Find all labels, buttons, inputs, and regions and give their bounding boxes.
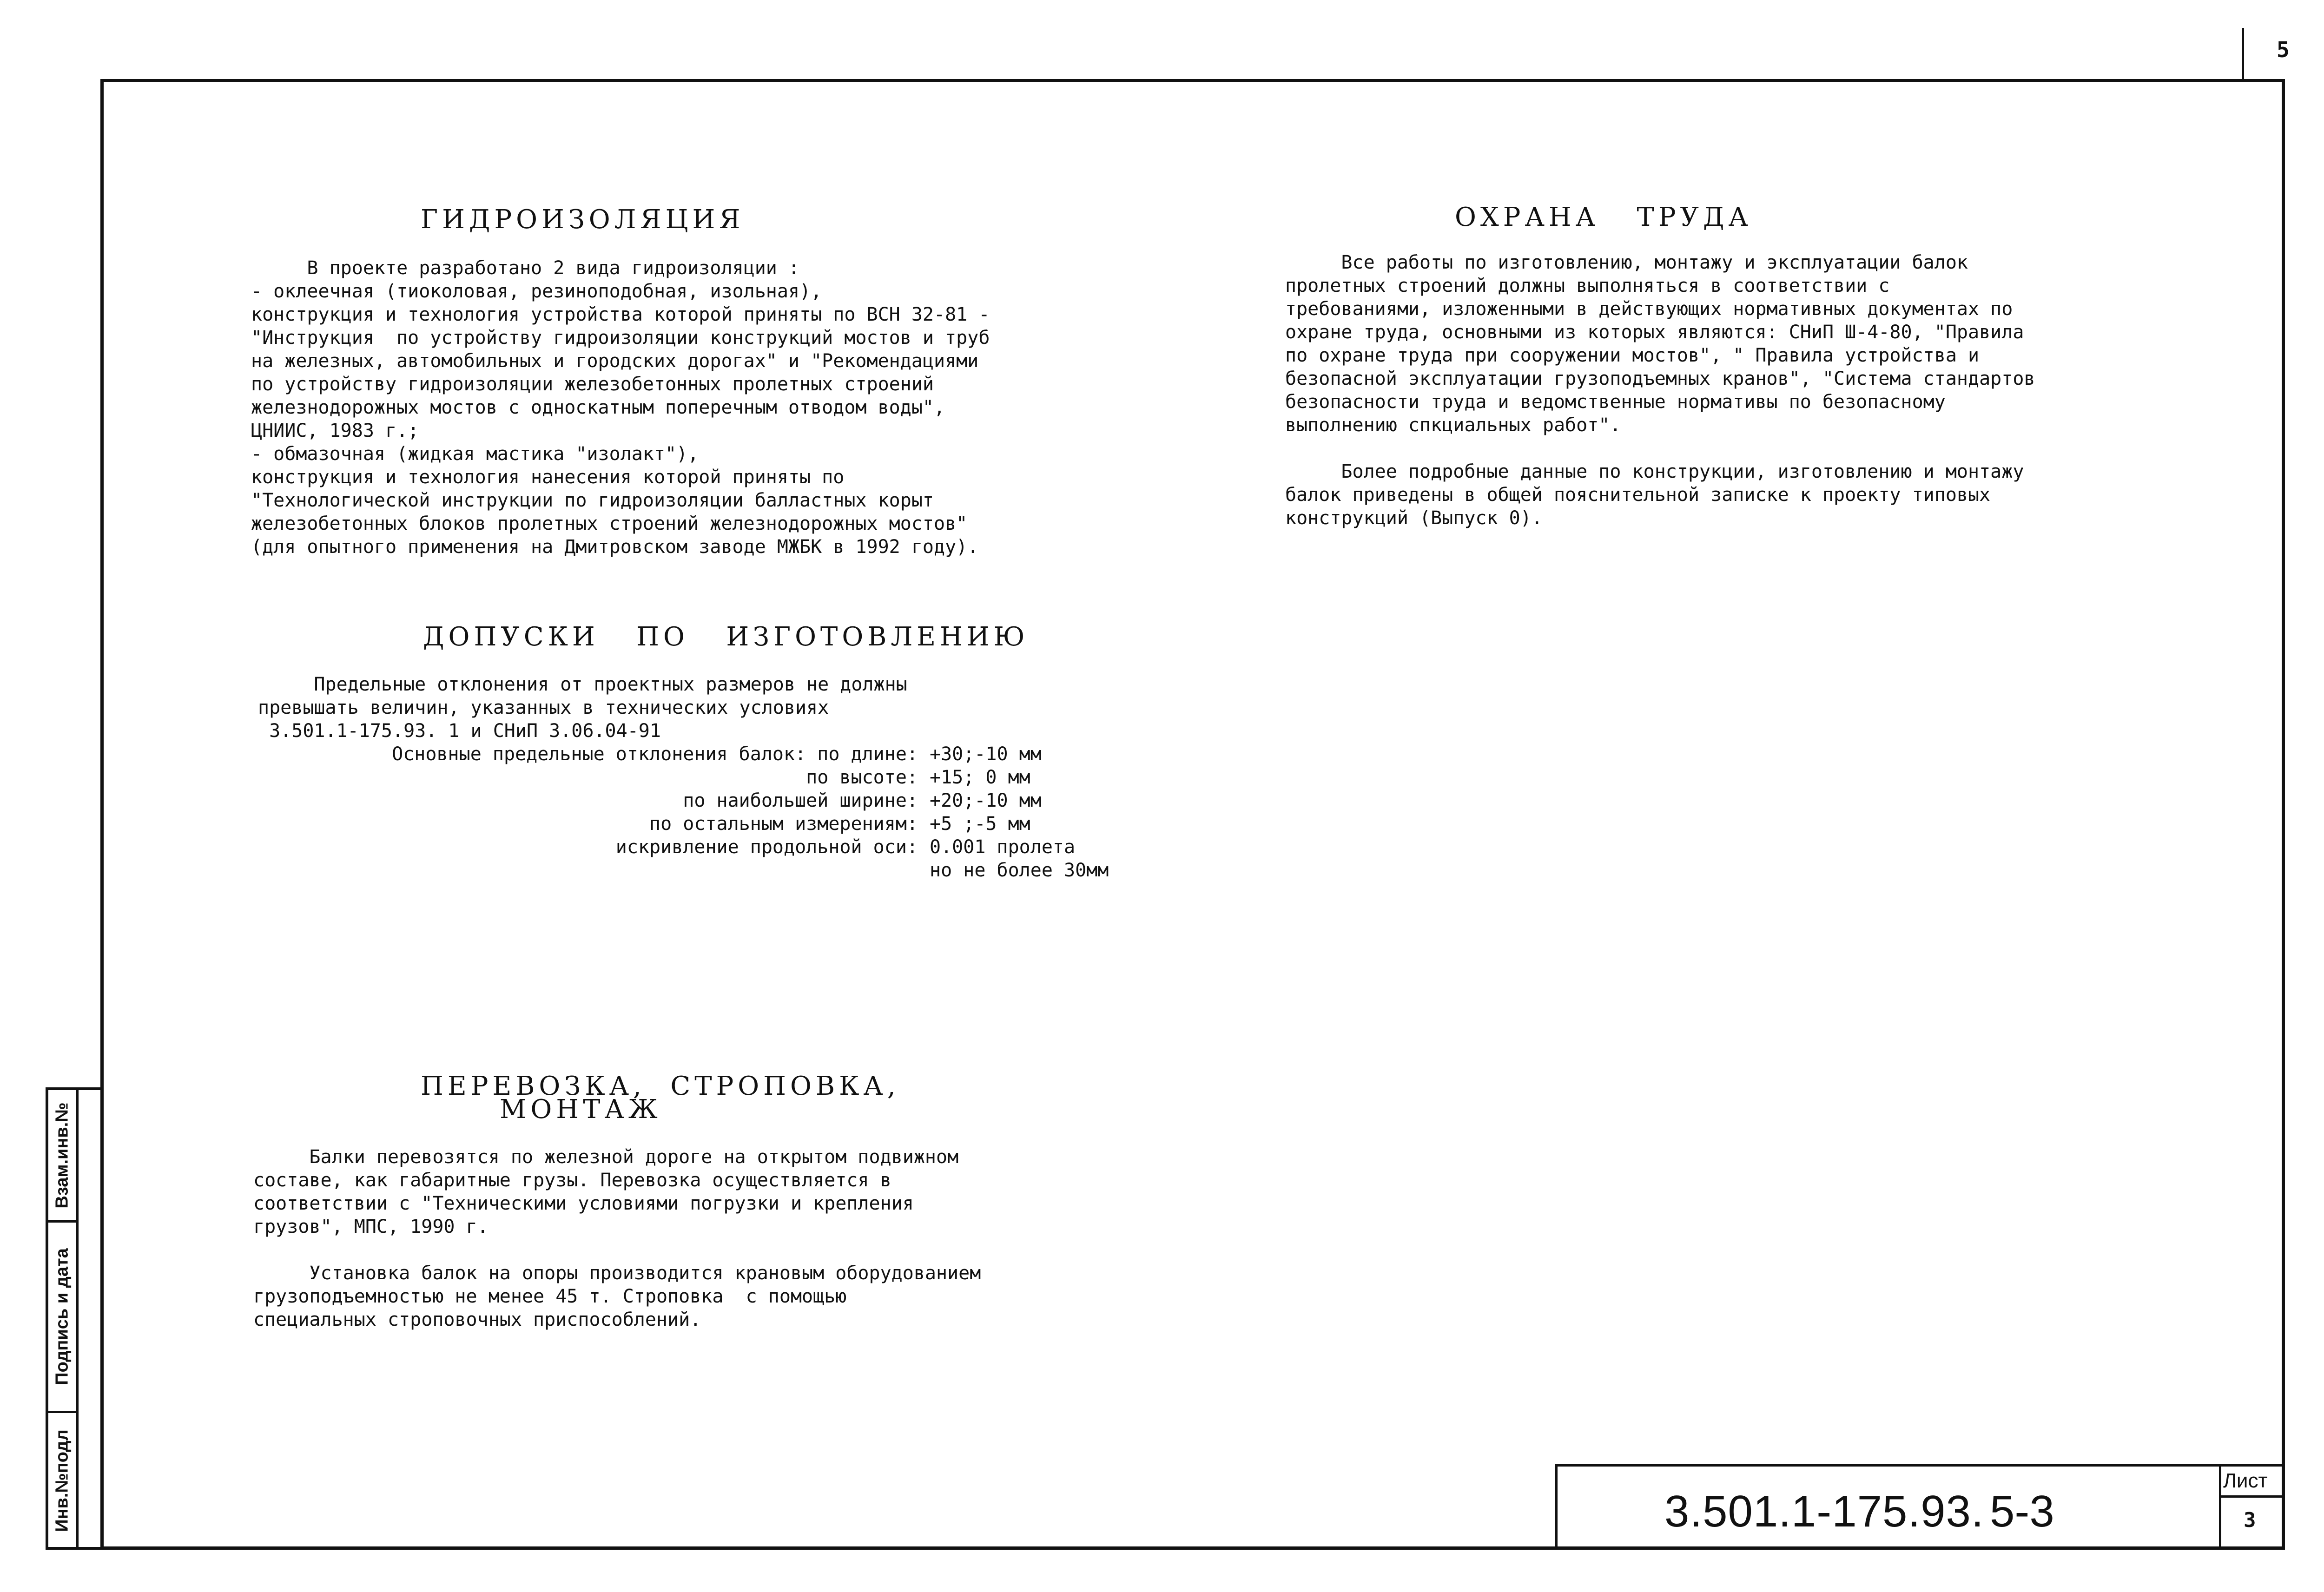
text-line: (для опытного применения на Дмитровском заводе МЖБК в 1992 году). (251, 536, 979, 558)
transport-text (253, 1145, 981, 1331)
transport-heading-line2: МОНТАЖ (500, 1094, 662, 1125)
text-line: железнодорожных мостов с односкатным поперечным отводом воды", (251, 397, 945, 418)
tolerance-label: по остальным измерениям: (649, 813, 918, 835)
text-line: специальных строповочных приспособлений. (253, 1309, 701, 1330)
sheet-label: Лист (2223, 1469, 2268, 1492)
sheet-number: 3 (2244, 1508, 2256, 1532)
waterproofing-text (251, 257, 990, 559)
tolerances-heading: ДОПУСКИ ПО ИЗГОТОВЛЕНИЮ (423, 622, 1029, 652)
tolerance-label: Основные предельные отклонения балок: по длине: (392, 743, 918, 765)
original-inventory-label: Инв.№подл (52, 1429, 72, 1532)
text-line: 3.501.1-175.93. 1 и СНиП 3.06.04-91 (258, 720, 661, 742)
side-stamp (46, 1087, 104, 1550)
side-stamp-field (48, 1413, 76, 1548)
text-line: "Инструкция по устройству гидроизоляции конструкций мостов и труб (251, 327, 990, 349)
text-line: превышать величин, указанных в технических условиях (258, 697, 829, 718)
text-line: по охране труда при сооружении мостов", " Правила устройства и (1285, 345, 1980, 366)
text-line: соответствии с "Техническими условиями погрузки и крепления (253, 1193, 914, 1214)
tolerance-value: +15; 0 мм (930, 767, 1030, 788)
text-line: - оклеечная (тиоколовая, резиноподобная, изольная), (251, 281, 822, 302)
page-number-divider (2242, 28, 2244, 81)
text-line: Предельные отклонения от проектных размеров не должны (258, 674, 907, 695)
text-line: конструкция и технология устройства которой приняты по ВСН 32-81 - (251, 304, 990, 325)
replacement-inventory-label: Взам.инв.№ (52, 1102, 72, 1209)
text-line: - обмазочная (жидкая мастика "изолакт"), (251, 443, 699, 465)
text-line: ЦНИИС, 1983 г.; (251, 420, 419, 441)
text-line: составе, как габаритные грузы. Перевозка осуществляется в (253, 1170, 891, 1191)
text-line: балок приведены в общей пояснительной записке к проекту типовых (1285, 484, 1991, 506)
waterproofing-heading: ГИДРОИЗОЛЯЦИЯ (421, 204, 745, 235)
document-code: 3.501.1-175.93. (1664, 1487, 1984, 1536)
text-line: железобетонных блоков пролетных строений железнодорожных мостов" (251, 513, 968, 534)
document-part: 5-3 (1990, 1487, 2054, 1536)
tolerance-label: искривление продольной оси: (615, 836, 918, 858)
text-line: безопасности труда и ведомственные нормативы по безопасному (1285, 391, 1946, 413)
side-stamp-field (48, 1090, 76, 1220)
page-number: 5 (2277, 37, 2290, 62)
tolerances-text (258, 673, 907, 743)
text-line: Более подробные данные по конструкции, изготовлению и монтажу (1285, 461, 2024, 482)
sheet-box-divider (2221, 1495, 2282, 1498)
text-line: конструкция и технология нанесения которой приняты по (251, 467, 845, 488)
tolerance-value: но не более 30мм (930, 860, 1109, 881)
tolerance-value: 0.001 пролета (930, 836, 1076, 858)
safety-heading: ОХРАНА ТРУДА (1455, 202, 1752, 232)
text-line: Установка балок на опоры производится крановым оборудованием (253, 1263, 981, 1284)
title-block (1555, 1464, 2284, 1550)
text-line: Балки перевозятся по железной дороге на открытом подвижном (253, 1146, 959, 1168)
text-line: на железных, автомобильных и городских дорогах" и "Рекомендациями (251, 350, 979, 372)
text-line: грузоподъемностью не менее 45 т. Строповка с помощью (253, 1286, 847, 1307)
signature-date-label: Подпись и дата (52, 1248, 72, 1385)
text-line: требованиями, изложенными в действующих нормативных документах по (1285, 298, 2013, 320)
tolerance-value: +5 ;-5 мм (930, 813, 1030, 835)
text-line: конструкций (Выпуск 0). (1285, 507, 1543, 529)
tolerance-value: +30;-10 мм (930, 743, 1042, 765)
tolerance-label: по наибольшей ширине: (683, 790, 918, 811)
text-line: Все работы по изготовлению, монтажу и эксплуатации балок (1285, 252, 1968, 273)
tolerance-label: по высоте: (806, 767, 918, 788)
text-line: В проекте разработано 2 вида гидроизоляции : (251, 257, 800, 279)
text-line (1285, 437, 2035, 460)
text-line: "Технологической инструкции по гидроизоляции балластных корыт (251, 490, 934, 511)
text-line: пролетных строений должны выполняться в соответствии с (1285, 275, 1890, 296)
side-stamp-divider (76, 1090, 79, 1547)
side-stamp-field (48, 1223, 76, 1411)
tolerance-value: +20;-10 мм (930, 790, 1042, 811)
text-line: по устройству гидроизоляции железобетонных пролетных строений (251, 374, 934, 395)
text-line: охране труда, основными из которых являются: СНиП Ш-4-80, "Правила (1285, 322, 2024, 343)
text-line: безопасной эксплуатации грузоподъемных кранов", "Система стандартов (1285, 368, 2035, 389)
sheet-box (2219, 1467, 2282, 1547)
transport-heading: ПЕРЕВОЗКА, СТРОПОВКА, (421, 1071, 900, 1101)
text-line: выполнению спкциальных работ". (1285, 414, 1621, 436)
text-line: грузов", МПС, 1990 г. (253, 1216, 489, 1237)
safety-text (1285, 251, 2035, 530)
text-line (253, 1238, 981, 1262)
